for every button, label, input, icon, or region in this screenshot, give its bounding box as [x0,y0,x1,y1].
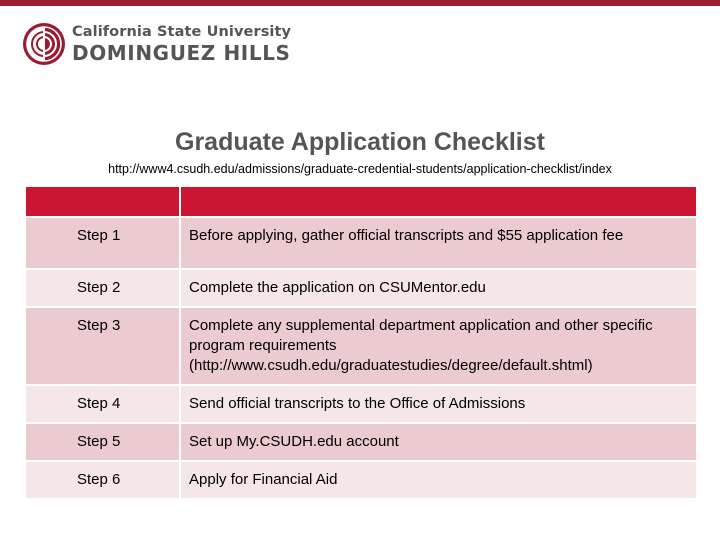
logo-line-campus: DOMINGUEZ HILLS [72,40,291,65]
logo-wordmark [72,24,291,65]
step-label: Step 2 [25,269,180,307]
header-cell-step [25,186,180,217]
page-title: Graduate Application Checklist [175,128,545,156]
step-description: Complete any supplemental department application and other specific program requirements (http://www.csudh.edu/graduatestudies/degree/default.shtml) [180,307,697,385]
step-label: Step 6 [25,461,180,499]
step-label: Step 4 [25,385,180,423]
step-description: Complete the application on CSUMentor.edu [180,269,697,307]
step-label: Step 3 [25,307,180,385]
university-logo[interactable] [22,20,291,68]
checklist-table [24,185,698,500]
step-description: Set up My.CSUDH.edu account [180,423,697,461]
top-accent-bar [0,0,720,6]
table-row [25,307,697,385]
header-cell-description [180,186,697,217]
step-label: Step 1 [25,217,180,269]
table-row [25,423,697,461]
step-description: Send official transcripts to the Office of Admissions [180,385,697,423]
logo-line-university: California State University [72,23,292,40]
step-label: Step 5 [25,423,180,461]
table-row [25,217,697,269]
step-description: Apply for Financial Aid [180,461,697,499]
table-row [25,385,697,423]
csudh-emblem-icon [22,22,66,66]
source-url[interactable]: http://www4.csudh.edu/admissions/graduate-credential-students/application-checklist/index [108,162,612,176]
table-row [25,461,697,499]
table-header-row [25,186,697,217]
table-row [25,269,697,307]
step-description: Before applying, gather official transcripts and $55 application fee [180,217,697,269]
